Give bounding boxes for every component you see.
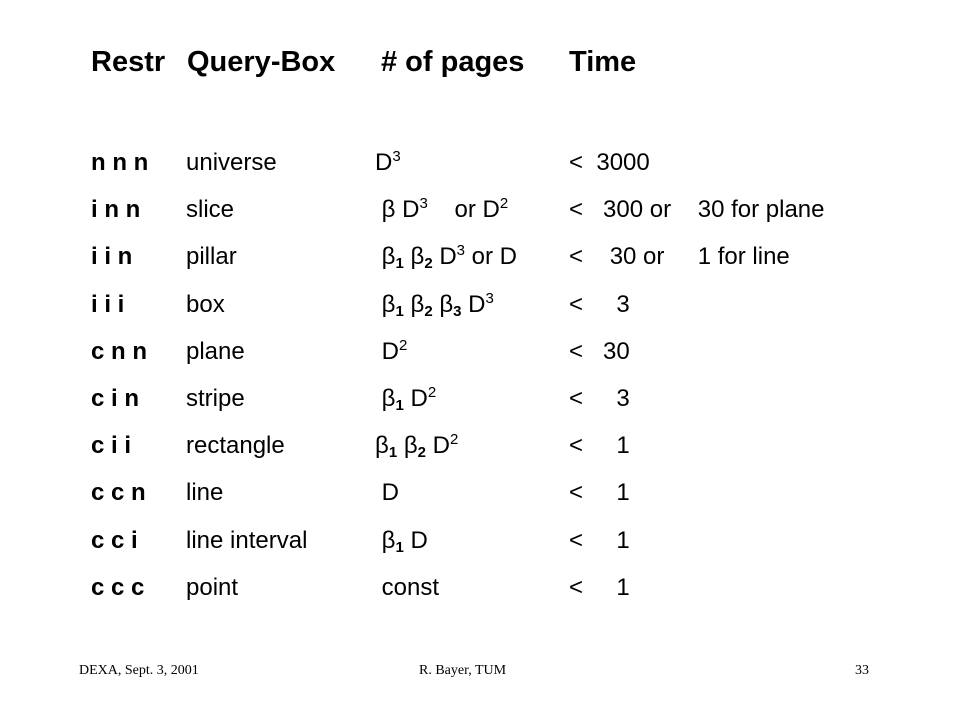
row-pages: const (375, 574, 440, 601)
row-restr: c c c (91, 574, 145, 601)
row-pages: $\beta_1$ $\beta_2$ $D^3$ or D (375, 242, 518, 272)
row-pages: $\beta_1$ $\beta_2$ $D^2$ (375, 431, 459, 461)
row-restr: c c n (91, 479, 146, 506)
row-restr: c c i (91, 527, 138, 554)
table-row (0, 243, 960, 279)
row-restr: i i i (91, 291, 125, 318)
row-pages: $D^2$ (375, 337, 408, 365)
row-time: < 30 or 1 for line (569, 243, 790, 270)
row-time: < 3 (569, 385, 630, 412)
table-row (0, 196, 960, 232)
row-pages: $D^3$ (375, 148, 401, 176)
row-time: < 30 (569, 338, 630, 365)
row-query-box: plane (186, 338, 245, 365)
row-restr: n n n (91, 149, 149, 176)
row-query-box: line (186, 479, 224, 506)
row-query-box: rectangle (186, 432, 285, 459)
table-header (0, 46, 960, 90)
row-restr: c n n (91, 338, 148, 365)
table-row (0, 479, 960, 515)
row-pages: D (375, 479, 399, 506)
header-time: Time (569, 46, 637, 78)
footer-conference: DEXA, Sept. 3, 2001 (79, 663, 199, 678)
header-pages: # of pages (381, 46, 525, 78)
table-row (0, 574, 960, 610)
table-row (0, 527, 960, 563)
row-time: < 3000 (569, 149, 650, 176)
header-restr: Restr (91, 46, 166, 78)
row-time: < 3 (569, 291, 630, 318)
table-row (0, 291, 960, 327)
header-query-box: Query-Box (187, 46, 336, 78)
row-pages: $\beta_1$ D (375, 527, 428, 556)
row-time: < 1 (569, 574, 630, 601)
table-row (0, 432, 960, 468)
row-query-box: slice (186, 196, 235, 223)
row-query-box: point (186, 574, 239, 601)
table-row (0, 385, 960, 421)
table-row (0, 338, 960, 374)
row-time: < 1 (569, 432, 630, 459)
row-query-box: box (186, 291, 225, 318)
page-number: 33 (855, 663, 869, 678)
row-restr: c i i (91, 432, 132, 459)
row-pages: $\beta_1$ $\beta_2$ $\beta_3$ $D^3$ (375, 290, 494, 320)
row-query-box: universe (186, 149, 277, 176)
row-time: < 300 or 30 for plane (569, 196, 825, 223)
row-query-box: stripe (186, 385, 245, 412)
row-restr: c i n (91, 385, 140, 412)
row-time: < 1 (569, 527, 630, 554)
row-query-box: line interval (186, 527, 308, 554)
row-restr: i n n (91, 196, 141, 223)
row-pages: β $D^3$ or $D^2$ (375, 195, 509, 223)
row-pages: $\beta_1$ $D^2$ (375, 384, 437, 414)
footer-author: R. Bayer, TUM (419, 663, 507, 678)
row-restr: i i n (91, 243, 133, 270)
table-row (0, 149, 960, 185)
row-query-box: pillar (186, 243, 237, 270)
row-time: < 1 (569, 479, 630, 506)
